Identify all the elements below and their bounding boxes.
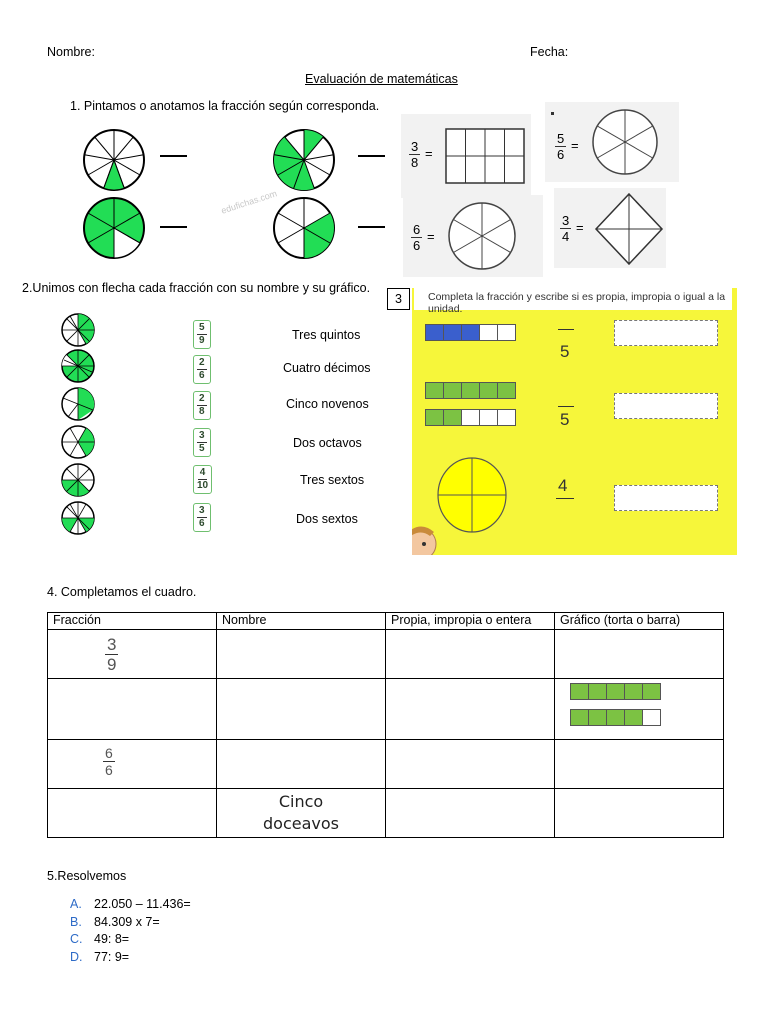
q3-den-1: 5	[560, 342, 570, 361]
q3-answer-3[interactable]	[614, 485, 718, 511]
table-header: Propia, impropia o entera	[386, 613, 555, 630]
table-cell[interactable]	[386, 630, 555, 679]
q2-pie-5	[60, 462, 96, 498]
q1-pie-c	[78, 196, 150, 260]
list-item: C. 49: 8=	[70, 932, 130, 946]
table-header: Gráfico (torta o barra)	[555, 613, 724, 630]
nombre-label: Nombre:	[47, 45, 95, 59]
q3-number: 3	[387, 288, 410, 310]
table-cell[interactable]	[555, 740, 724, 789]
list-item: B. 84.309 x 7=	[70, 914, 160, 929]
table-cell[interactable]	[555, 789, 724, 838]
list-item: D. 77: 9=	[70, 949, 130, 964]
table-cell[interactable]	[386, 740, 555, 789]
q3-answer-2[interactable]	[614, 393, 718, 419]
q2-name-6: Dos sextos	[296, 512, 358, 526]
table-cell[interactable]	[217, 740, 386, 789]
q2-pie-1	[60, 312, 96, 348]
child-character-icon	[412, 522, 440, 555]
watermark: edufichas.com	[219, 188, 279, 216]
q2-pie-3	[60, 386, 96, 422]
table-header: Fracción	[48, 613, 217, 630]
q2-frac-2: $\frac{2}{6}$	[193, 355, 211, 384]
answer-line	[358, 226, 385, 228]
q1-circle-sixths-b	[445, 199, 519, 273]
q3-bar-2b	[425, 409, 515, 426]
q1-text: 1. Pintamos o anotamos la fracción según corresponda.	[70, 99, 380, 113]
q3-den-3: 4	[558, 476, 568, 495]
table-cell[interactable]	[217, 679, 386, 740]
q1-circle-sixths	[589, 106, 661, 178]
table-cell[interactable]	[217, 630, 386, 679]
q1-rhombus-fourths	[594, 192, 664, 266]
q2-name-5: Tres sextos	[300, 473, 365, 487]
q1-frac-box-2: $\frac{5}{6}$ =	[545, 102, 679, 182]
table-cell[interactable]	[48, 789, 217, 838]
q2-frac-4: $\frac{3}{5}$	[193, 428, 211, 457]
q4-text: 4. Completamos el cuadro.	[47, 585, 197, 599]
q3-den-2: 5	[560, 410, 570, 429]
list-item: A. 22.050 – 11.436=	[70, 897, 191, 911]
q1-pie-d	[268, 196, 340, 260]
q3-bar-2a	[425, 382, 515, 399]
q5-list	[70, 896, 191, 966]
q3-title: Completa la fracción y escribe si es propia, impropia o igual a la unidad.	[428, 291, 726, 315]
q1-pie-a	[78, 128, 150, 192]
q1-frac-box-4: $\frac{3}{4}$ =	[554, 188, 666, 268]
q1-pie-b	[268, 128, 340, 192]
q2-name-3: Cinco novenos	[286, 397, 369, 411]
fraction: $\frac{6}{6}$	[105, 745, 113, 778]
q3-answer-1[interactable]	[614, 320, 718, 346]
table-cell	[48, 630, 217, 679]
q2-text: 2.Unimos con flecha cada fracción con su nombre y su gráfico.	[22, 281, 371, 295]
table-cell	[48, 740, 217, 789]
q2-name-2: Cuatro décimos	[283, 361, 371, 375]
q4-bar-full	[570, 683, 718, 700]
table-cell[interactable]	[48, 679, 217, 740]
table-cell	[217, 789, 386, 838]
q2-pie-4	[60, 424, 96, 460]
q2-frac-5: $\frac{4}{10}$	[193, 465, 212, 494]
q1-frac-box-1: $\frac{3}{8}$ =	[401, 114, 531, 198]
q2-pie-2	[60, 348, 96, 384]
table-header: Nombre	[217, 613, 386, 630]
fecha-label: Fecha:	[530, 45, 569, 59]
page-title: Evaluación de matemáticas	[305, 72, 458, 86]
q2-frac-6: $\frac{3}{6}$	[193, 503, 211, 532]
q1-frac-box-3: $\frac{6}{6}$ =	[403, 195, 543, 277]
fraction: $\frac{6}{6}$	[413, 222, 421, 253]
q4-name-text: Cinco doceavos	[263, 792, 339, 833]
q5-text: 5.Resolvemos	[47, 869, 127, 883]
fraction: $\frac{5}{6}$	[557, 131, 565, 162]
fraction: $\frac{3}{9}$	[107, 635, 117, 674]
q1-grid-eighths	[445, 128, 525, 184]
q2-name-1: Tres quintos	[292, 328, 361, 342]
q4-table	[47, 612, 724, 838]
q2-frac-1: $\frac{5}{9}$	[193, 320, 211, 349]
table-cell[interactable]	[386, 679, 555, 740]
q2-name-4: Dos octavos	[293, 436, 362, 450]
q3-panel	[412, 288, 737, 555]
q3-bar-1	[425, 324, 515, 341]
answer-line	[160, 155, 187, 157]
answer-line	[358, 155, 385, 157]
q2-frac-3: $\frac{2}{8}$	[193, 391, 211, 420]
q4-bar-partial	[570, 709, 718, 726]
table-cell	[555, 679, 724, 740]
q2-pie-6	[60, 500, 96, 536]
answer-line	[160, 226, 187, 228]
table-cell[interactable]	[386, 789, 555, 838]
fraction: $\frac{3}{4}$	[562, 213, 570, 244]
q3-circle-fourths	[436, 456, 508, 534]
table-cell[interactable]	[555, 630, 724, 679]
fraction: $\frac{3}{8}$	[411, 139, 419, 170]
